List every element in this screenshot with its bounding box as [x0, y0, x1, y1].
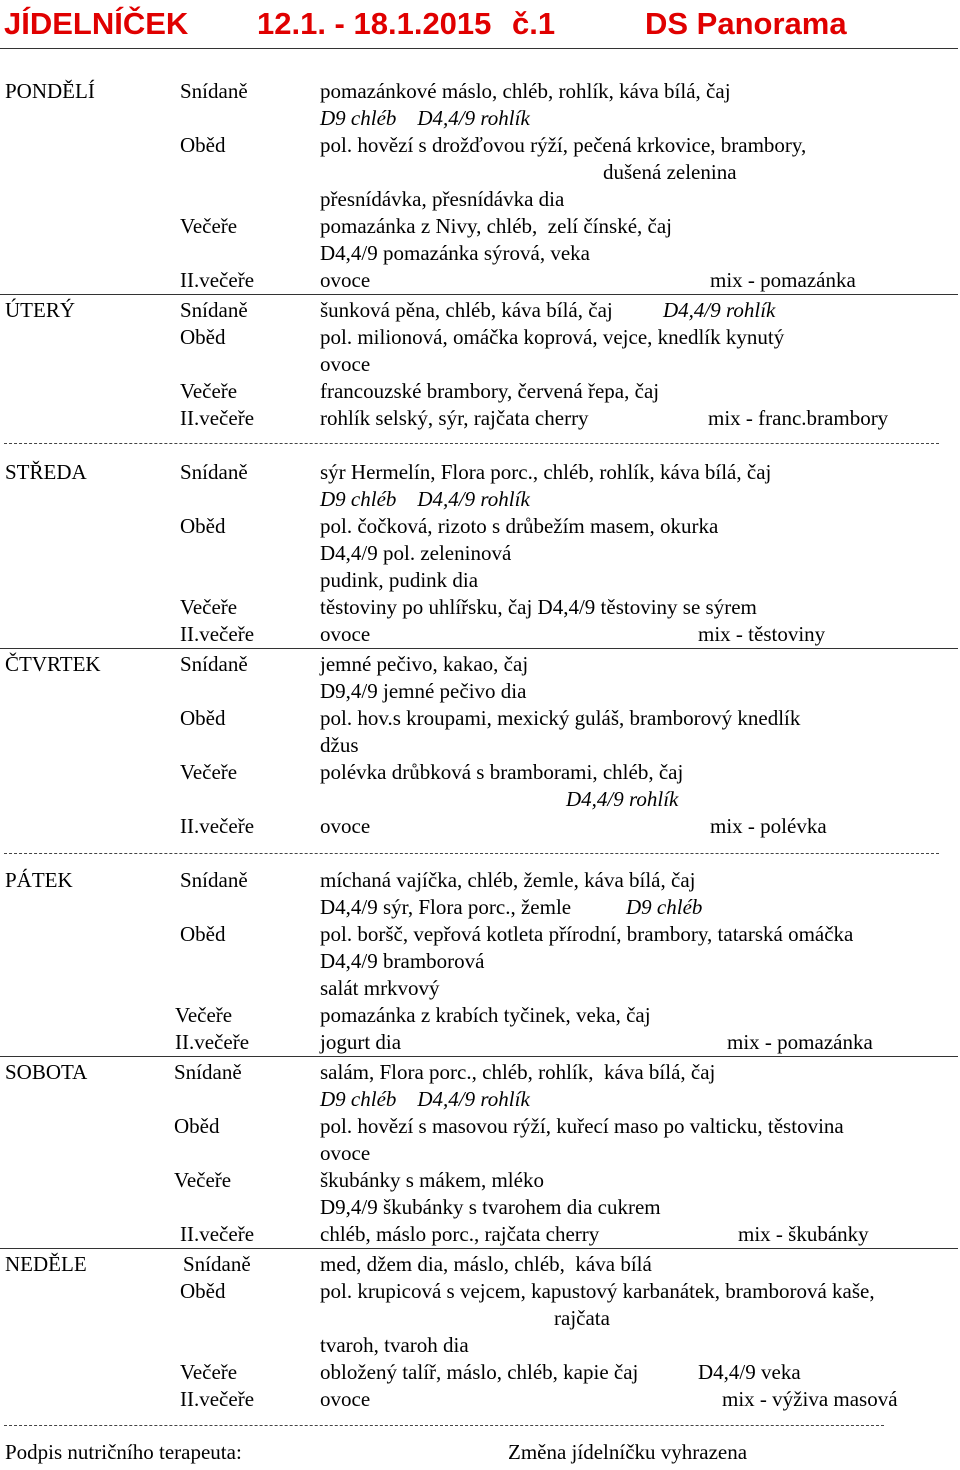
menu-item: tvaroh, tvaroh dia — [320, 1333, 469, 1357]
diet-note: D9,4/9 škubánky s tvarohem dia cukrem — [320, 1195, 661, 1219]
meal-label: Oběd — [180, 706, 226, 730]
day-name: SOBOTA — [5, 1060, 88, 1084]
dashed-separator — [4, 853, 939, 854]
menu-item: džus — [320, 733, 359, 757]
title-number: č.1 — [512, 6, 556, 41]
footer-note: Změna jídelníčku vyhrazena — [508, 1440, 748, 1464]
meal-label: Snídaně — [174, 1060, 242, 1084]
day-name: NEDĚLE — [5, 1252, 87, 1276]
day-name: PONDĚLÍ — [5, 79, 95, 103]
menu-item: francouzské brambory, červená řepa, čaj — [320, 379, 660, 403]
menu-item: ovoce — [320, 352, 371, 376]
menu-item: pomazánka z krabích tyčinek, veka, čaj — [320, 1003, 651, 1027]
section-rule — [0, 1248, 958, 1249]
title-dates: 12.1. - 18.1.2015 — [257, 6, 492, 41]
menu-item: jogurt dia — [320, 1030, 402, 1054]
meal-label: Oběd — [174, 1114, 220, 1138]
menu-item: med, džem dia, máslo, chléb, káva bílá — [320, 1252, 652, 1276]
meal-label: II.večeře — [180, 406, 255, 430]
meal-label: II.večeře — [180, 814, 255, 838]
menu-item: těstoviny po uhlířsku, čaj D4,4/9 těstoviny se sýrem — [320, 595, 757, 619]
menu-item: obložený talíř, máslo, chléb, kapie čaj — [320, 1360, 639, 1384]
diet-note: D4,4/9 pomazánka sýrová, veka — [320, 241, 590, 265]
meal-label: II.večeře — [180, 268, 255, 292]
title-text: JÍDELNÍČEK — [4, 6, 189, 41]
day-name: ÚTERÝ — [5, 298, 75, 322]
menu-item: sýr Hermelín, Flora porc., chléb, rohlík, káva bílá, čaj — [320, 460, 772, 484]
meal-label: Snídaně — [180, 460, 248, 484]
day-name: PÁTEK — [5, 868, 73, 892]
mix-note: mix - těstoviny — [698, 622, 826, 646]
meal-label: Večeře — [175, 1003, 233, 1027]
menu-item: dušená zelenina — [603, 160, 737, 184]
meal-label: Večeře — [180, 1360, 238, 1384]
page-title — [0, 6, 960, 46]
menu-item: ovoce — [320, 622, 371, 646]
menu-item: škubánky s mákem, mléko — [320, 1168, 544, 1192]
meal-label: Večeře — [180, 379, 238, 403]
menu-item: polévka drůbková s bramborami, chléb, čaj — [320, 760, 684, 784]
mix-note: mix - franc.brambory — [708, 406, 889, 430]
menu-item: pol. hovězí s masovou rýží, kuřecí maso po valticku, těstovina — [320, 1114, 844, 1138]
meal-label: Snídaně — [180, 868, 248, 892]
menu-item: ovoce — [320, 814, 371, 838]
meal-label: Večeře — [180, 595, 238, 619]
menu-item: rohlík selský, sýr, rajčata cherry — [320, 406, 589, 430]
title-facility: DS Panorama — [645, 6, 847, 41]
meal-label: Večeře — [180, 760, 238, 784]
menu-item: rajčata — [554, 1306, 610, 1330]
dashed-separator — [4, 443, 939, 444]
meal-label: Večeře — [180, 214, 238, 238]
mix-note: mix - pomazánka — [727, 1030, 873, 1054]
menu-item: chléb, máslo porc., rajčata cherry — [320, 1222, 600, 1246]
menu-item: pomazánkové máslo, chléb, rohlík, káva bílá, čaj — [320, 79, 731, 103]
menu-item: pol. hov.s kroupami, mexický guláš, bramborový knedlík — [320, 706, 801, 730]
diet-note: D4,4/9 sýr, Flora porc., žemle — [320, 895, 572, 919]
day-name: ČTVRTEK — [5, 652, 101, 676]
menu-item: ovoce — [320, 268, 371, 292]
meal-label: Oběd — [180, 922, 226, 946]
section-rule — [0, 1056, 958, 1057]
meal-label: II.večeře — [180, 1222, 255, 1246]
mix-note: mix - pomazánka — [710, 268, 856, 292]
diet-note: D9 chléb — [626, 895, 703, 919]
menu-item: pol. boršč, vepřová kotleta přírodní, brambory, tatarská omáčka — [320, 922, 854, 946]
menu-item: pol. hovězí s drožďovou rýží, pečená krkovice, brambory, — [320, 133, 807, 157]
menu-item: salát mrkvový — [320, 976, 440, 1000]
menu-item: jemné pečivo, kakao, čaj — [320, 652, 529, 676]
meal-label: II.večeře — [180, 622, 255, 646]
menu-item: přesnídávka, přesnídávka dia — [320, 187, 565, 211]
menu-item: pudink, pudink dia — [320, 568, 479, 592]
meal-label: Snídaně — [180, 79, 248, 103]
menu-item: šunková pěna, chléb, káva bílá, čaj — [320, 298, 613, 322]
signature-label: Podpis nutričního terapeuta: — [5, 1440, 242, 1464]
dashed-separator — [4, 1425, 884, 1426]
menu-item: pol. čočková, rizoto s drůbežím masem, okurka — [320, 514, 719, 538]
menu-item: pol. krupicová s vejcem, kapustový karbanátek, bramborová kaše, — [320, 1279, 875, 1303]
mix-note: mix - výživa masová — [722, 1387, 898, 1411]
mix-note: mix - škubánky — [738, 1222, 869, 1246]
diet-note: D4,4/9 pol. zeleninová — [320, 541, 512, 565]
mix-note: mix - polévka — [710, 814, 827, 838]
meal-label: Oběd — [180, 1279, 226, 1303]
diet-note: D9,4/9 jemné pečivo dia — [320, 679, 527, 703]
diet-note: D9 chléb D4,4/9 rohlík — [320, 487, 530, 511]
title-rule — [0, 48, 958, 49]
meal-label: Snídaně — [180, 652, 248, 676]
meal-label: Večeře — [174, 1168, 232, 1192]
menu-item: ovoce — [320, 1387, 371, 1411]
diet-note: D9 chléb D4,4/9 rohlík — [320, 1087, 530, 1111]
meal-label: II.večeře — [175, 1030, 250, 1054]
day-name: STŘEDA — [5, 460, 87, 484]
diet-note: D4,4/9 rohlík — [663, 298, 776, 322]
meal-label: Oběd — [180, 514, 226, 538]
diet-note: D9 chléb D4,4/9 rohlík — [320, 106, 530, 130]
menu-item: salám, Flora porc., chléb, rohlík, káva bílá, čaj — [320, 1060, 716, 1084]
section-rule — [0, 294, 958, 295]
menu-item: míchaná vajíčka, chléb, žemle, káva bílá, čaj — [320, 868, 696, 892]
meal-label: Oběd — [180, 133, 226, 157]
menu-item: pomazánka z Nivy, chléb, zelí čínské, čaj — [320, 214, 672, 238]
diet-note: D4,4/9 veka — [698, 1360, 801, 1384]
meal-label: Snídaně — [180, 298, 248, 322]
diet-note: D4,4/9 rohlík — [566, 787, 679, 811]
menu-item: pol. milionová, omáčka koprová, vejce, knedlík kynutý — [320, 325, 785, 349]
meal-label: II.večeře — [180, 1387, 255, 1411]
section-rule — [0, 648, 958, 649]
diet-note: D4,4/9 bramborová — [320, 949, 485, 973]
meal-label: Snídaně — [183, 1252, 251, 1276]
menu-item: ovoce — [320, 1141, 371, 1165]
meal-label: Oběd — [180, 325, 226, 349]
